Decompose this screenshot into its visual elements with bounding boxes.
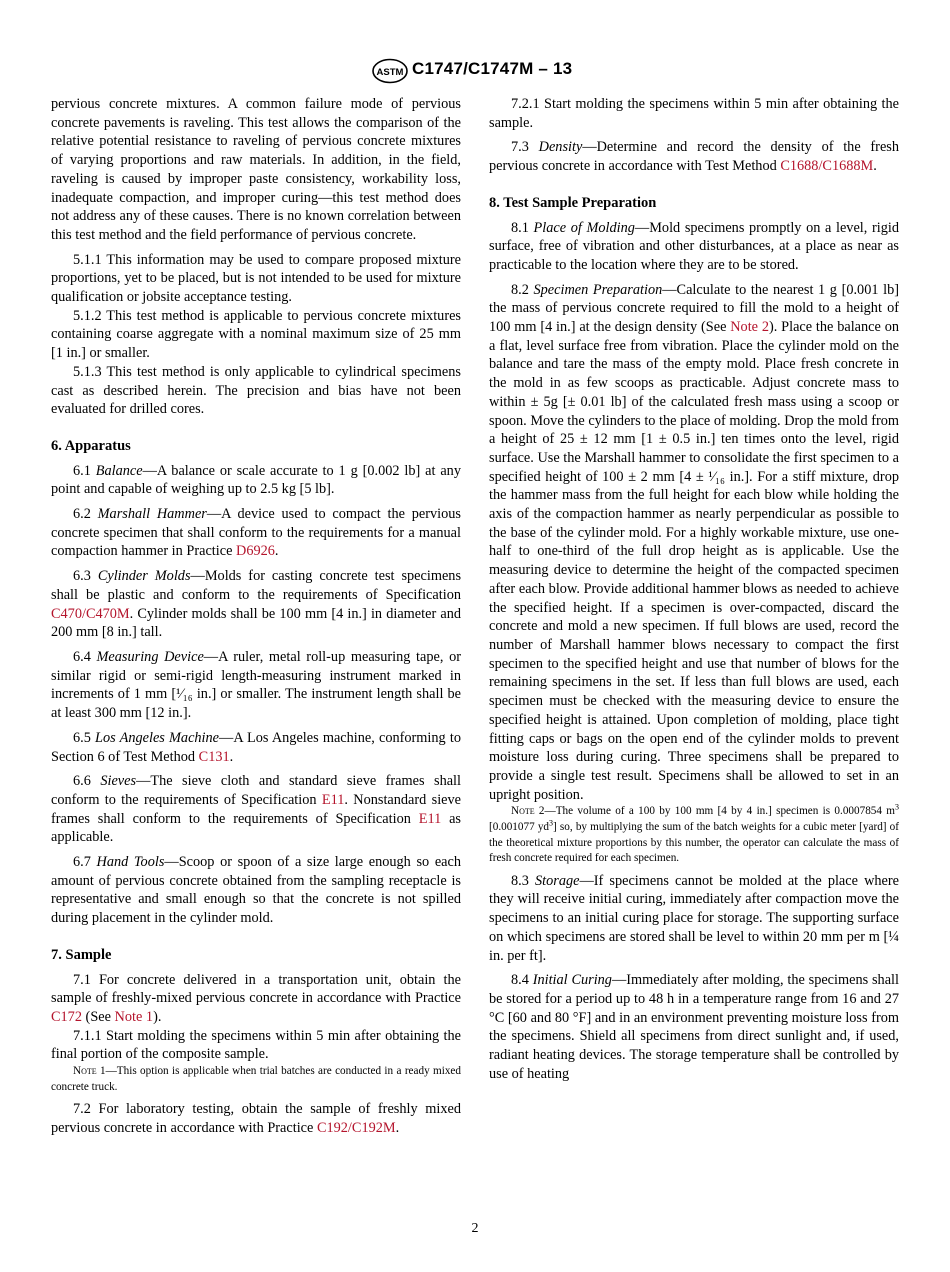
paragraph-8-2: 8.2 Specimen Preparation—Calculate to the nearest 1 g [0.001 lb] the mass of pervious concrete required to fill the mold to a height of 100 mm [4 in.] at the design density (See Note 2). Place the balance on a flat, level surface free from vibration. Place the cylinder mold on the balance and tare the mass of the empty mold. Place fresh concrete in the mold in as few scoops as practicable. Adjust concrete mass to within ± 5g [± 0.01 lb] of the calculated fresh mass using a scoop or spoon. Move the cylinders to the place of molding. Drop the mold from a height of 25 ± 12 mm [1 ± 0.5 in.] ten times onto the level, rigid surface. Use the Marshall hammer to consolidate the first specimen to a specified height of 100 ± 2 mm [4 ± ¹⁄₁₆ in.]. For a stiff mixture, drop the hammer mass from the full height for each blow while holding the axis of the compaction hammer as nearly perpendicular as possible to the base of the cylinder mold. For a highly workable mixture, use one-half to one-third of the full drop height as is applicable. Use the measuring device to determine the height of the compacted specimen after each blow. Provide additional hammer blows as needed to achieve the specified height. If a specimen is over-compacted, discard the concrete and mold a new specimen. If full blows are used, record the number of Marshall hammer blows necessary to compact the first specimen to the specified height and use that number of blows for the remaining specimens in the set. If less than full blows are used, each specimen must be checked with the measuring device to ensure the specified height is attained. Upon completion of molding, place tight fitting caps or bags on the open end of the cylinder molds to prevent moisture loss during curing. Three specimens shall be prepared to provide a single test result. Specimens shall be allowed to set in an upright position.: [489, 281, 899, 803]
ref-link-c1688[interactable]: C1688/C1688M: [780, 158, 874, 175]
ref-link-e11-b[interactable]: E11: [418, 810, 442, 827]
ref-link-c172[interactable]: C172: [51, 1008, 82, 1025]
paragraph-7-3: 7.3 Density—Determine and record the density of the fresh pervious concrete in accordance with Test Method C1688/C1688M.: [489, 139, 900, 175]
section-heading-apparatus: 6. Apparatus: [51, 437, 131, 454]
paragraph-6-4: 6.4 Measuring Device—A ruler, metal roll-up measuring tape, or similar rigid or semi-rigid length-measuring instrument marked in increments of 1 mm [¹⁄₁₆ in.] or smaller. The instrument length shall be at least 300 mm [12 in.].: [51, 648, 461, 722]
section-heading-sample: 7. Sample: [51, 946, 112, 963]
ref-link-note-1[interactable]: Note 1: [114, 1008, 154, 1025]
paragraph-intro: pervious concrete mixtures. A common failure mode of pervious concrete pavements is raveling. This test allows the comparison of the relative potential resistance to raveling of pervious concrete mixtures of varying proportions and raw materials. In addition, in the field, raveling is caused by improper paste consistency, workability loss, inadequate compaction, and improper curing—this test method does not address any of these causes. There is no known correlation between this test method and the field performance of pervious concrete.: [51, 96, 461, 243]
ref-link-c192[interactable]: C192/C192M: [316, 1119, 396, 1136]
paragraph-6-6: 6.6 Sieves—The sieve cloth and standard sieve frames shall conform to the requirements of Specification E11. Nonstandard sieve frames shall conform to the requirements of Specification E11 as applicable.: [51, 773, 462, 846]
ref-link-c470[interactable]: C470/C470M: [51, 605, 130, 622]
ref-link-e11-a[interactable]: E11: [321, 791, 345, 808]
paragraph-6-2: 6.2 Marshall Hammer—A device used to compact the pervious concrete specimen that shall conform to the requirements for a manual compaction hammer in Practice D6926.: [51, 506, 461, 560]
astm-logo-icon: [371, 58, 409, 84]
paragraph-7-2: 7.2 For laboratory testing, obtain the sample of freshly mixed pervious concrete in accordance with Practice C192/C192M.: [51, 1101, 461, 1136]
paragraph-5-1-3: 5.1.3 This test method is only applicable to cylindrical specimens cast as described herein. The precision and bias have not been evaluated for drilled cores.: [51, 363, 461, 418]
ref-link-note-2[interactable]: Note 2: [730, 319, 769, 336]
document-id: C1747/C1747M – 13: [412, 59, 573, 78]
paragraph-6-7: 6.7 Hand Tools—Scoop or spoon of a size large enough so each amount of pervious concrete obtained from the sampling receptacle is representative and small enough so that the concrete is not spilled during placement in the cylinder mold.: [51, 854, 461, 927]
paragraph-6-5: 6.5 Los Angeles Machine—A Los Angeles machine, conforming to Section 6 of Test Method C131.: [51, 729, 461, 765]
left-column: [51, 95, 461, 1144]
note-2: Note 2—The volume of a 100 by 100 mm [4 by 4 in.] specimen is 0.0007854 $m^3$ [0.001077 $yd^3$] so, by multiplying the sum of the batch weights for a cubic meter [yard] of the theoretical mixture proportions by this number, the operator can calculate the mass of fresh concrete required for each specimen.: [489, 802, 899, 865]
paragraph-6-3: 6.3 Cylinder Molds—Molds for casting concrete test specimens shall be plastic and conform to the requirements of Specification C470/C470M. Cylinder molds shall be 100 mm [4 in.] in diameter and 200 mm [8 in.] tall.: [51, 568, 462, 641]
note-1: Note 1—This option is applicable when trial batches are conducted in a ready mixed concrete truck.: [51, 1065, 461, 1093]
right-column: [489, 95, 899, 1089]
paragraph-8-1: 8.1 Place of Molding—Mold specimens promptly on a level, rigid surface, free of vibration and other disturbances, at a place as near as practicable to the location where they are to be stored.: [489, 219, 899, 273]
paragraph-5-1-2: 5.1.2 This test method is applicable to pervious concrete mixtures containing coarse aggregate with a nominal maximum size of 25 mm [1 in.] or smaller.: [51, 307, 461, 362]
paragraph-6-1: 6.1 Balance—A balance or scale accurate to 1 g [0.002 lb] at any point and capable of weighing up to 2.5 kg [5 lb].: [51, 462, 461, 498]
paragraph-7-1-1: 7.1.1 Start molding the specimens within 5 min after obtaining the final portion of the composite sample.: [51, 1027, 461, 1063]
ref-link-d6926[interactable]: D6926: [236, 543, 275, 560]
section-heading-test-sample-preparation: 8. Test Sample Preparation: [489, 194, 657, 211]
paragraph-8-4: 8.4 Initial Curing—Immediately after molding, the specimens shall be stored for a period up to 48 h in a temperature range from 16 and 27 °C [60 and 80 °F] and in an environment preventing moisture loss from the specimens. Shield all specimens from direct sunlight and, if used, radiant heating devices. The storage temperature shall be controlled by use of heating: [489, 972, 899, 1082]
page-header: [0, 58, 950, 84]
paragraph-8-3: 8.3 Storage—If specimens cannot be molded at the place where they will receive initial curing, immediately after compaction move the specimens to an initial curing place for storage. The supporting surface on which specimens are stored shall be level to within 20 mm per m [¼ in. per ft].: [489, 872, 899, 964]
paragraph-5-1-1: 5.1.1 This information may be used to compare proposed mixture proportions, yet to be placed, but is not intended to be used for mixture qualification or jobsite acceptance testing.: [51, 251, 461, 306]
paragraph-7-2-1: 7.2.1 Start molding the specimens within 5 min after obtaining the sample.: [489, 96, 899, 131]
ref-link-c131[interactable]: C131: [198, 748, 230, 765]
paragraph-7-1: 7.1 For concrete delivered in a transportation unit, obtain the sample of freshly-mixed pervious concrete in accordance with Practice C172 (See Note 1).: [51, 971, 461, 1025]
page-number: 2: [471, 1221, 479, 1236]
svg-text:ASTM: ASTM: [376, 67, 404, 78]
